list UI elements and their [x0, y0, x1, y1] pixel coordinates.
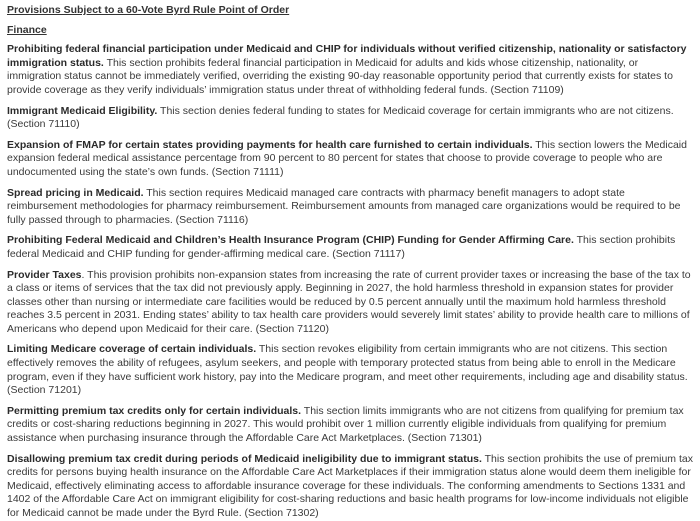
provision-title: Permitting premium tax credits only for certain individuals. [7, 404, 302, 417]
provision-body: This section prohibits federal financial participation in Medicaid for adults and kids whose citizenship, nationality, or immigration status cannot be immediately verified, overriding the existing 90-day reasonable opportunity period that currently exists for states to provide coverage as they verify individuals’ immigration status under threat of withholding federal funds. (Section 71109) [7, 56, 673, 96]
provision-71117 [7, 234, 694, 261]
provision-body: This section limits immigrants who are not citizens from qualifying for premium tax credits or cost-sharing reductions beginning in 2027. This would prohibit over 1 million currently eligible individuals from qualifying for premium assistance when purchasing insurance through the Affordable Care Act Marketplaces. (Section 71301) [7, 404, 684, 445]
provision-title: Prohibiting Federal Medicaid and Children’s Health Insurance Program (CHIP) Funding for Gender Affirming Care. [7, 234, 574, 247]
provision-body: This section requires Medicaid managed care contracts with pharmacy benefit managers to adopt state reimbursement methodologies for pharmacy reimbursement. Reimbursement amounts from managed care organizations would be required to be fully passed through to pharmacies. (Section 71116) [7, 186, 681, 226]
provision-body: This section prohibits federal Medicaid and CHIP funding for gender-affirming medical care. (Section 71117) [7, 234, 676, 260]
provision-71116 [7, 187, 694, 228]
provision-body: This section revokes eligibility from certain immigrants who are not citizens. This section effectively removes the ability of refugees, asylum seekers, and people with temporary protected status from being able to enroll in the Medicare program, even if they have sufficient work history, pay into the Medicare program, and meet other requirements, including age and disability status. (Section 71201) [7, 343, 688, 397]
provision-title: Disallowing premium tax credit during periods of Medicaid ineligibility due to immigrant status. [7, 452, 482, 465]
provision-title: Limiting Medicare coverage of certain individuals. [7, 343, 257, 356]
provision-71109 [7, 43, 694, 97]
provision-title: Immigrant Medicaid Eligibility. [7, 104, 158, 117]
provision-body: This section prohibits the use of premium tax credits for persons buying health insurance on the Affordable Care Act Marketplaces if their immigration status alone would deem them ineligible for Medicaid, effectively eliminating access to affordable insurance coverage for these individuals. The conforming amendments to Sections 1331 and 1402 of the Affordable Care Act on immigrant eligibility for cost-sharing reductions and basic health programs for low-income individuals not eligible for Medicaid cannot be made under the Byrd Rule. (Section 71302) [7, 452, 693, 519]
provision-71201 [7, 343, 694, 397]
provision-title: Expansion of FMAP for certain states providing payments for health care furnished to certain individuals. [7, 138, 533, 151]
provision-title: Provider Taxes [7, 268, 82, 281]
section-heading-finance: Finance [7, 23, 47, 36]
provision-71302 [7, 453, 694, 521]
provision-body: This section lowers the Medicaid expansion federal medical assistance percentage from 90 percent to 80 percent for states that choose to provide coverage to people who are undocumented using the state’s own funds. (Section 71111) [7, 138, 687, 178]
provision-body: This section denies federal funding to states for Medicaid coverage for certain immigrants who are not citizens. (Section 71110) [7, 104, 674, 131]
provision-71301 [7, 405, 694, 446]
provision-71110 [7, 105, 694, 132]
page-heading: Provisions Subject to a 60-Vote Byrd Rule Point of Order [7, 4, 290, 16]
provision-title: Spread pricing in Medicaid. [7, 186, 144, 199]
provision-71111 [7, 139, 694, 180]
provision-title: Prohibiting federal financial participation under Medicaid and CHIP for individuals without verified citizenship, nationality or satisfactory immigration status. [7, 43, 687, 69]
provision-body: . This provision prohibits non-expansion states from increasing the rate of current provider taxes or increasing the base of the tax to a class or items of services that the tax did not previously apply. Beginning in 2027, the hold harmless threshold in expansion states for provider classes other than nursing or intermediate care facilities would be reduced by 0.5 percent annually until the maximum hold harmless threshold reaches 3.5 percent in 2031. Ending states’ ability to tax health care providers would severely limit states’ ability to provide health care to millions of Americans who depend upon Medicaid for their care. (Section 71120) [7, 268, 691, 335]
provision-71120 [7, 269, 694, 337]
